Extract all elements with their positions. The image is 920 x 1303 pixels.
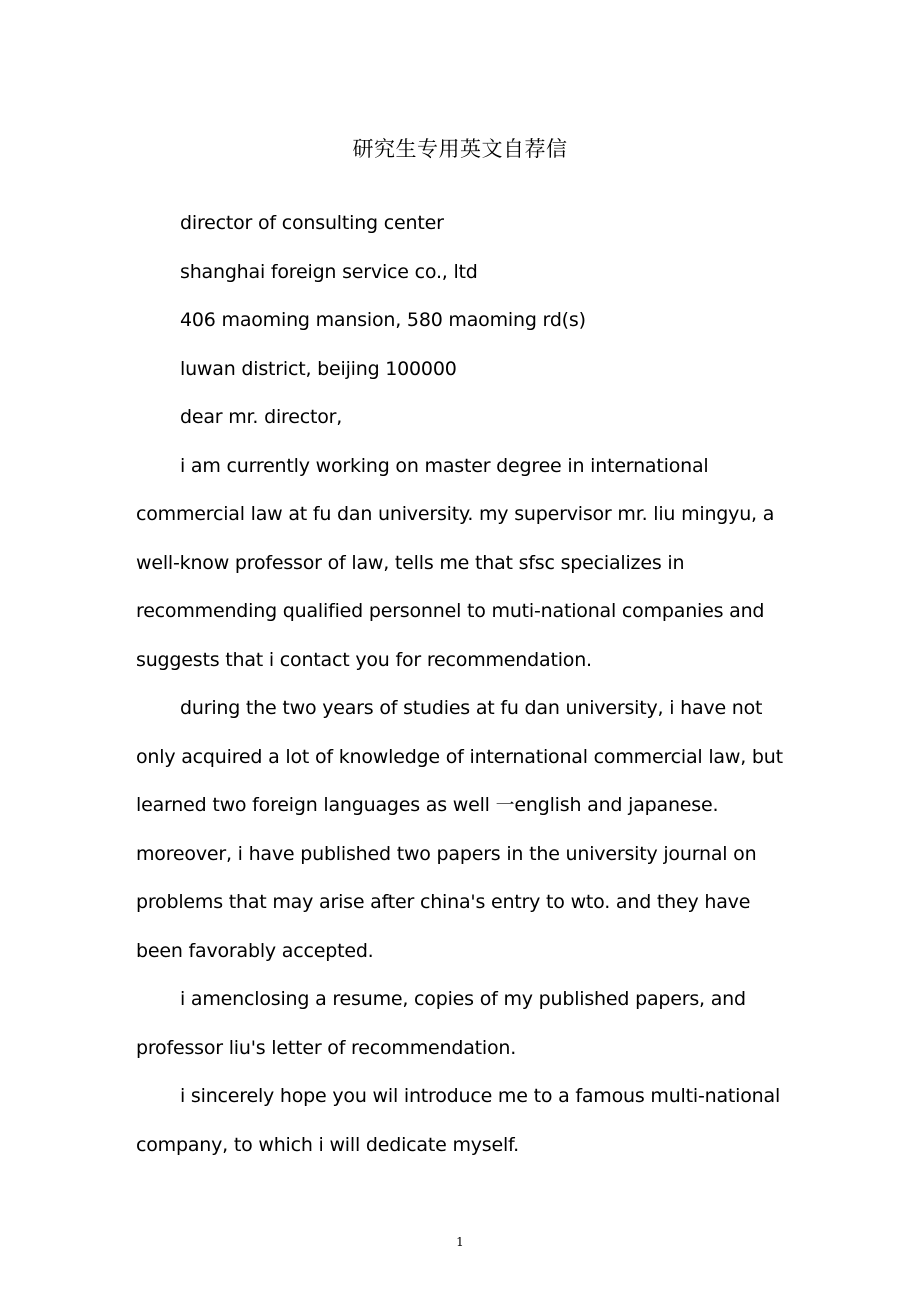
address-line-recipient: director of consulting center: [180, 212, 444, 234]
page-number: 1: [456, 1235, 464, 1249]
paragraph-enclosures: i amenclosing a resume, copies of my published papers, and professor liu's letter of recommendation.: [136, 988, 746, 1059]
page-title: 研究生专用英文自荐信: [352, 137, 568, 161]
salutation: dear mr. director,: [180, 406, 343, 428]
address-line-company: shanghai foreign service co., ltd: [180, 260, 478, 283]
paragraph-closing-hope: i sincerely hope you wil introduce me to a famous multi-national company, to which i will dedicate myself.: [136, 1085, 781, 1156]
address-line-street: 406 maoming mansion, 580 maoming rd(s): [180, 309, 586, 331]
paragraph-qualifications: during the two years of studies at fu dan university, i have not only acquired a lot of knowledge of international commercial law, but learned two foreign languages as well 一english and japanese. moreover, i have published two papers in the university journal on problems that may arise after china's entry to wto. and they have been favorably accepted.: [136, 697, 783, 962]
letter-body: [136, 199, 796, 1169]
address-line-city: luwan district, beijing 100000: [180, 357, 457, 380]
paragraph-introduction: i am currently working on master degree in international commercial law at fu dan university. my supervisor mr. liu mingyu, a well-know professor of law, tells me that sfsc specializes in recommending qualified personnel to muti-national companies and suggests that i contact you for recommendation.: [136, 454, 775, 671]
